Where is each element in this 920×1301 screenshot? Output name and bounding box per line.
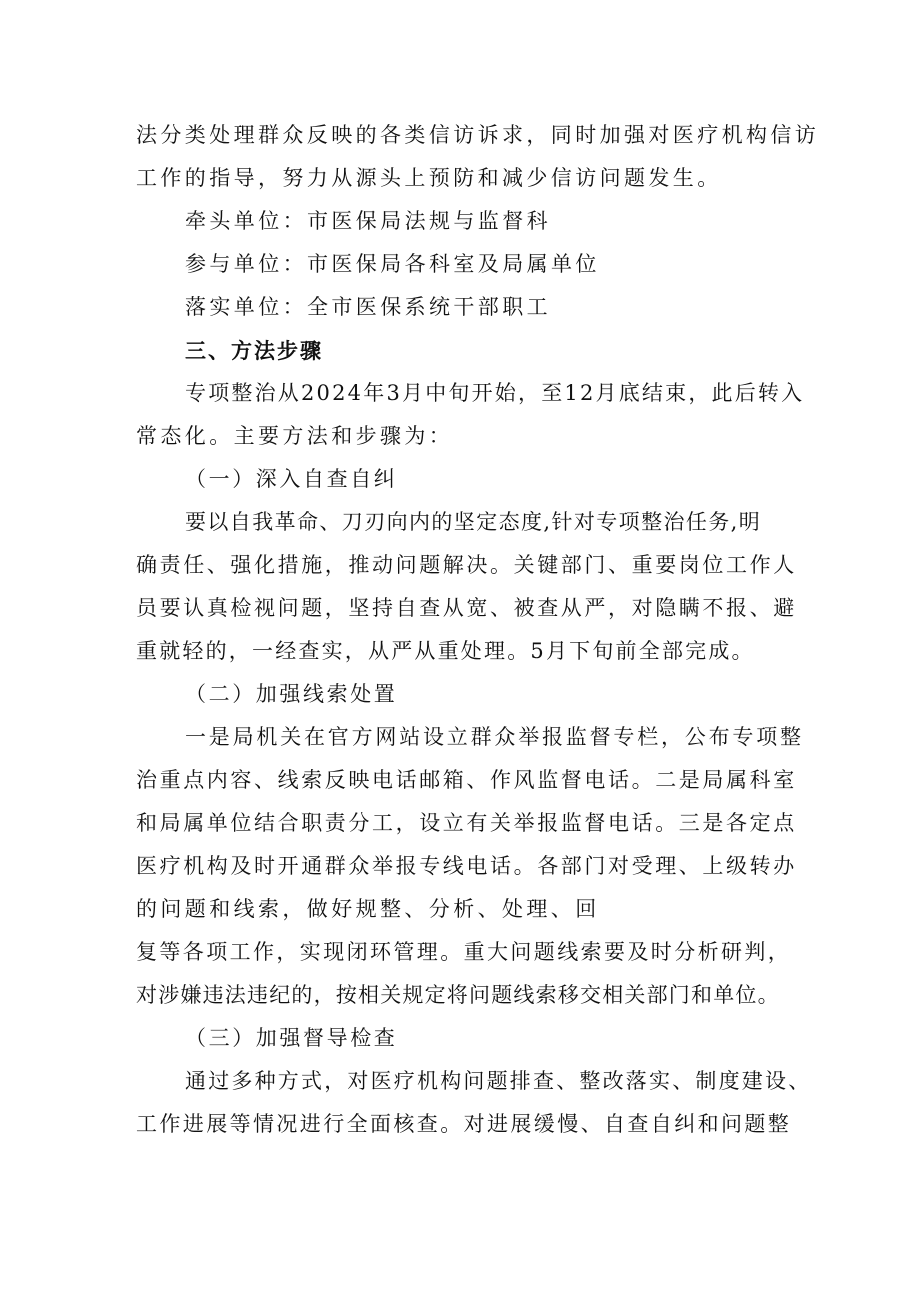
body-text-line: 对涉嫌违法违纪的，按相关规定将问题线索移交相关部门和单位。 <box>136 983 780 1007</box>
lead-unit-line: 牵头单位：市医保局法规与监督科 <box>185 209 551 233</box>
body-text-line: 确责任、强化措施，推动问题解决。关键部门、重要岗位工作人 <box>136 553 797 577</box>
implementing-unit-line: 落实单位：全市医保系统干部职工 <box>185 295 551 319</box>
body-text-line: 重就轻的，一经查实，从严从重处理。5月下旬前全部完成。 <box>136 639 755 663</box>
body-text-line: 要以自我革命、刀刃向内的坚定态度,针对专项整治任务,明 <box>185 510 762 534</box>
body-text-line: 和局属单位结合职责分工，设立有关举报监督电话。三是各定点 <box>136 811 797 835</box>
body-text-line: 专项整治从2024年3月中旬开始，至12月底结束，此后转入 <box>185 381 805 405</box>
body-text-line: 复等各项工作，实现闭环管理。重大问题线索要及时分析研判， <box>136 940 792 964</box>
subsection-heading: （一）深入自查自纠 <box>185 467 398 491</box>
body-text-line: 一是局机关在官方网站设立群众举报监督专栏，公布专项整 <box>185 725 804 749</box>
body-text-line: 的问题和线索，做好规整、分析、处理、回 <box>136 897 600 921</box>
subsection-heading: （三）加强督导检查 <box>185 1026 398 1050</box>
body-text-line: 工作进展等情况进行全面核查。对进展缓慢、自查自纠和问题整 <box>136 1112 792 1136</box>
body-text-line: 法分类处理群众反映的各类信访诉求，同时加强对医疗机构信访 <box>136 123 820 147</box>
body-text-line: 通过多种方式，对医疗机构问题排查、整改落实、制度建设、 <box>185 1069 812 1093</box>
body-text-line: 员要认真检视问题，坚持自查从宽、被查从严，对隐瞒不报、避 <box>136 596 797 620</box>
body-text-line: 治重点内容、线索反映电话邮箱、作风监督电话。二是局属科室 <box>136 768 797 792</box>
participating-unit-line: 参与单位：市医保局各科室及局属单位 <box>185 252 600 276</box>
section-heading: 三、方法步骤 <box>185 339 323 363</box>
subsection-heading: （二）加强线索处置 <box>185 682 398 706</box>
body-text-line: 工作的指导，努力从源头上预防和减少信访问题发生。 <box>136 166 722 190</box>
body-text-line: 常态化。主要方法和步骤为： <box>136 424 454 448</box>
body-text-line: 医疗机构及时开通群众举报专线电话。各部门对受理、上级转办 <box>136 854 797 878</box>
